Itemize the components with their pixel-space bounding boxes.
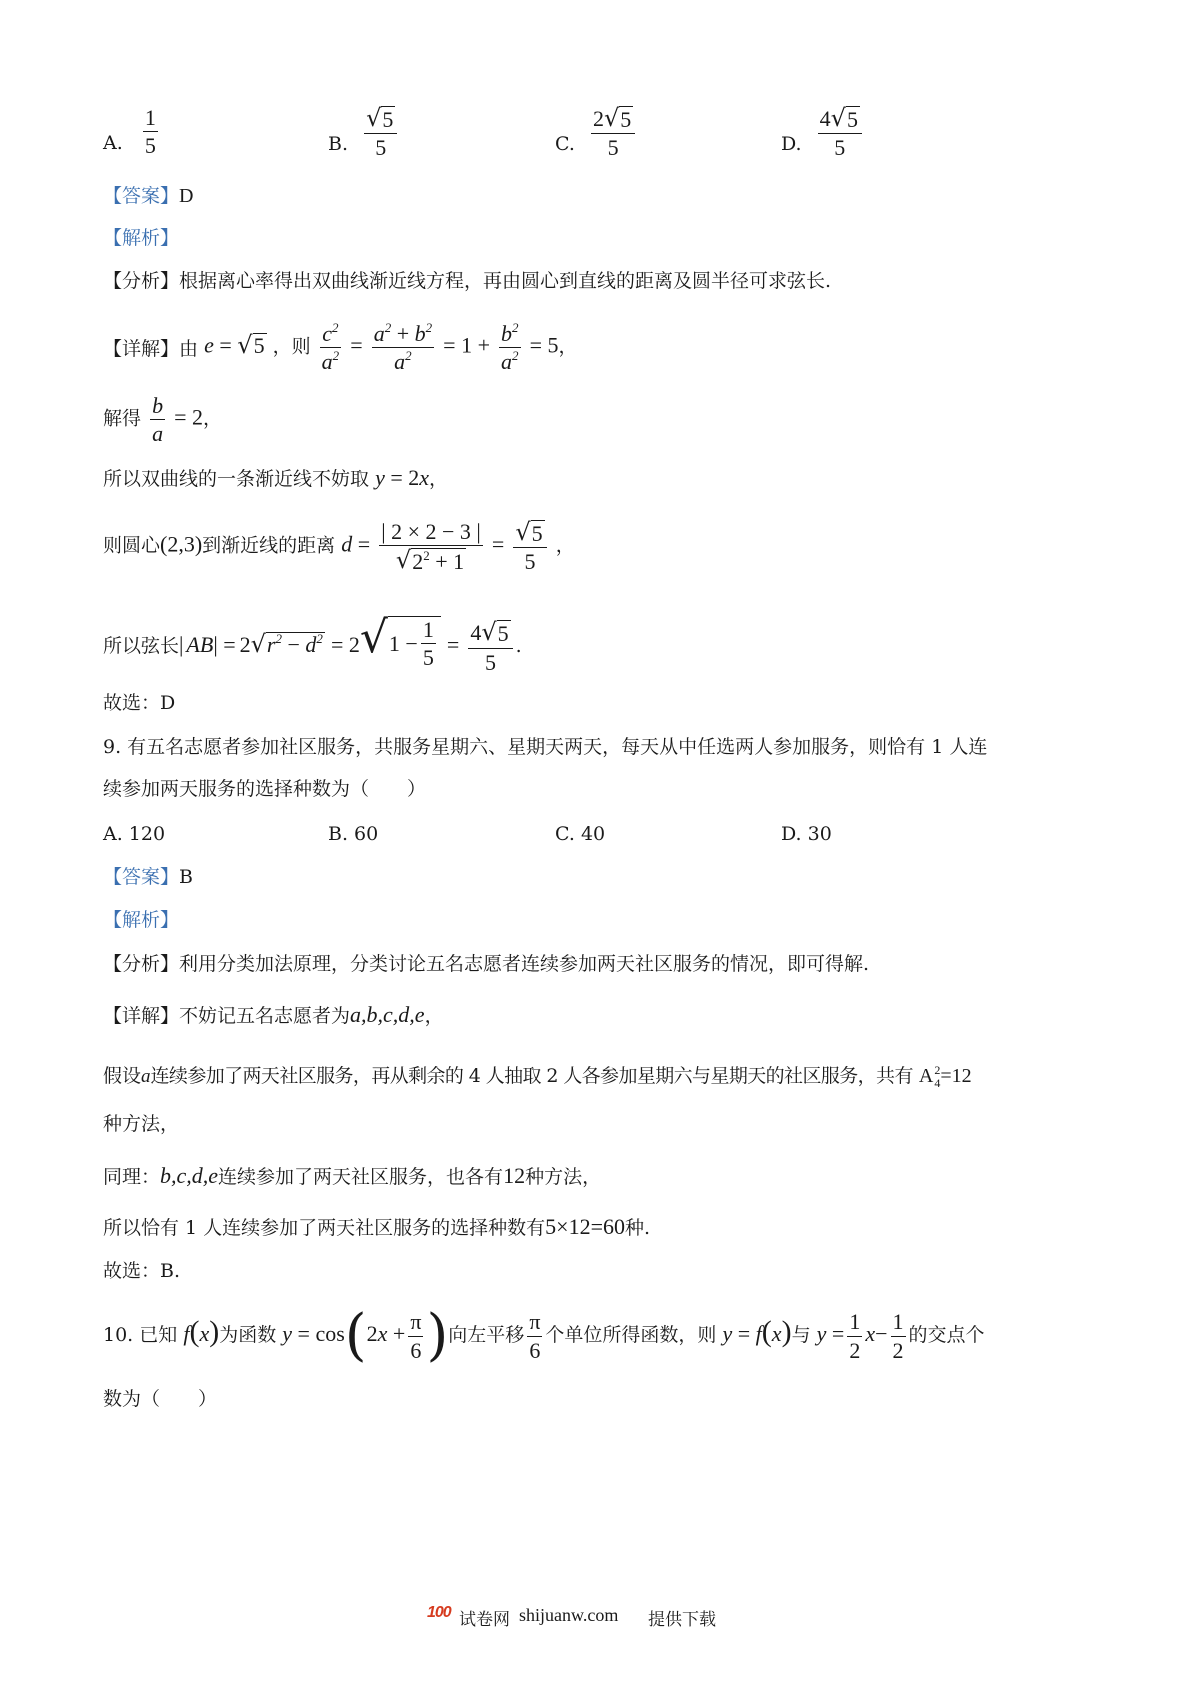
q8-detail-line-3: 所以双曲线的一条渐近线不妨取 y = 2x， (103, 465, 449, 490)
q9-answer (103, 868, 193, 887)
q9-analysis-tag: 【解析】 (103, 909, 180, 931)
q8-conclusion: 故选：D (103, 692, 176, 714)
fraction: $\frac{1}{2}$ (892, 1309, 904, 1363)
q8-option-b (328, 106, 400, 159)
option-label: D. (781, 132, 802, 155)
answer-tag: 【答案】 (103, 866, 180, 888)
fraction: $\frac{\pi}{6}$ (529, 1309, 541, 1363)
q8-option-a (103, 106, 161, 157)
q8-option-c (555, 106, 638, 159)
fraction: | 2 × 2 − 3 | √ $2^2 + 1$ (381, 519, 481, 575)
footer-site-name: 试卷网 (459, 1610, 510, 1630)
q8-detail-line-5: 所以弦长| AB| = 2 √ $r^2 - d^2$ = 2 √ 1 − $\frac{1}{5}$ = 4 √ 5 5 . (103, 612, 522, 675)
q9-option-c: C. 40 (555, 823, 606, 845)
q9-fenxi: 【分析】利用分类加法原理，分类讨论五名志愿者连续参加两天社区服务的情况，即可得解. (103, 953, 870, 975)
option-label: B. (328, 132, 349, 155)
q9-option-a: A. 120 (103, 823, 166, 845)
q8-fenxi: 【分析】根据离心率得出双曲线渐近线方程，再由圆心到直线的距离及圆半径可求弦长. (103, 270, 832, 292)
q9-option-d: D. 30 (781, 823, 832, 845)
q9-detail-line-5: 所以恰有 1 人连续参加了两天社区服务的选择种数有5×12=60种. (103, 1214, 651, 1239)
q8-detail-line-2: 解得 $\frac{b}{a}$ = 2， (103, 393, 223, 447)
fraction: $\frac{c^2}{a^2}$ (321, 320, 340, 375)
footer-url[interactable]: shijuanw.com (519, 1605, 619, 1625)
fraction: $\frac{1}{2}$ (849, 1309, 861, 1363)
fraction: $\frac{1}{5}$ (144, 105, 156, 159)
q8-detail-line-1: 【详解】由 e = √ 5 ，则 $\frac{c^2}{a^2}$ = $\frac{a^2 + b^2}{a^2}$ = 1 + $\frac{b^2}{a^2}$ = 5， (103, 320, 578, 375)
fraction: $\frac{\pi}{6}$ (410, 1309, 422, 1363)
q9-detail-line-4: 同理：b,c,d,e连续参加了两天社区服务，也各有12种方法， (103, 1163, 602, 1188)
footer-download: 提供下载 (648, 1610, 716, 1630)
answer-value: D (179, 185, 194, 207)
q9-detail-line-1: 【详解】不妨记五名志愿者为a,b,c,d,e， (103, 1002, 444, 1027)
fraction: $\frac{b}{a}$ (152, 393, 164, 447)
q8-analysis-tag: 【解析】 (103, 227, 180, 249)
q9-stem-line-1: 9. 有五名志愿者参加社区服务，共服务星期六、星期天两天，每天从中任选两人参加服务，则恰有 1 人连 (103, 736, 988, 758)
q9-stem-line-2: 续参加两天服务的选择种数为（ ） (103, 778, 427, 800)
option-label: A. (103, 131, 123, 154)
fraction: $\frac{a^2 + b^2}{a^2}$ (373, 320, 433, 375)
fraction: 4 √ 5 5 (818, 106, 862, 159)
q9-detail-line-2: 假设a连续参加了两天社区服务，再从剩余的 4 人抽取 2 人各参加星期六与星期天的社区服务，共有 A 2 4 =12 (103, 1063, 972, 1091)
q10-stem-line-2: 数为（ ） (103, 1388, 218, 1410)
fraction: $\frac{b^2}{a^2}$ (501, 320, 519, 375)
q9-detail-line-3: 种方法， (103, 1113, 180, 1135)
fraction: √ 5 5 (364, 106, 397, 159)
site-logo: 100 (427, 1604, 451, 1621)
fraction: √ 5 5 (513, 520, 546, 573)
answer-tag: 【答案】 (103, 185, 180, 207)
q9-option-b: B. 60 (328, 823, 379, 845)
option-label: C. (555, 132, 575, 155)
answer-value: B (179, 866, 193, 888)
q9-conclusion: 故选：B. (103, 1260, 181, 1282)
q10-stem-line-1: 10. 已知 f(x)为函数 y = cos(2x + $\frac{\pi}{6}$ )向左平移 $\frac{\pi}{6}$ 个单位所得函数，则 y = f(x)与 y = $\frac{1}{2}$ x− $\frac{1}{2}$ 的交点个 (103, 1303, 985, 1368)
q8-detail-line-4: 则圆心(2,3)到渐近线的距离 d = | 2 × 2 − 3 | √ $2^2 + 1$ = √ 5 5 ， (103, 518, 575, 575)
q8-answer (103, 186, 193, 206)
fraction: 4 √ 5 5 (468, 620, 512, 673)
math: e (204, 332, 214, 358)
q8-option-d (781, 106, 865, 159)
fraction: 2 √ 5 5 (591, 106, 635, 159)
